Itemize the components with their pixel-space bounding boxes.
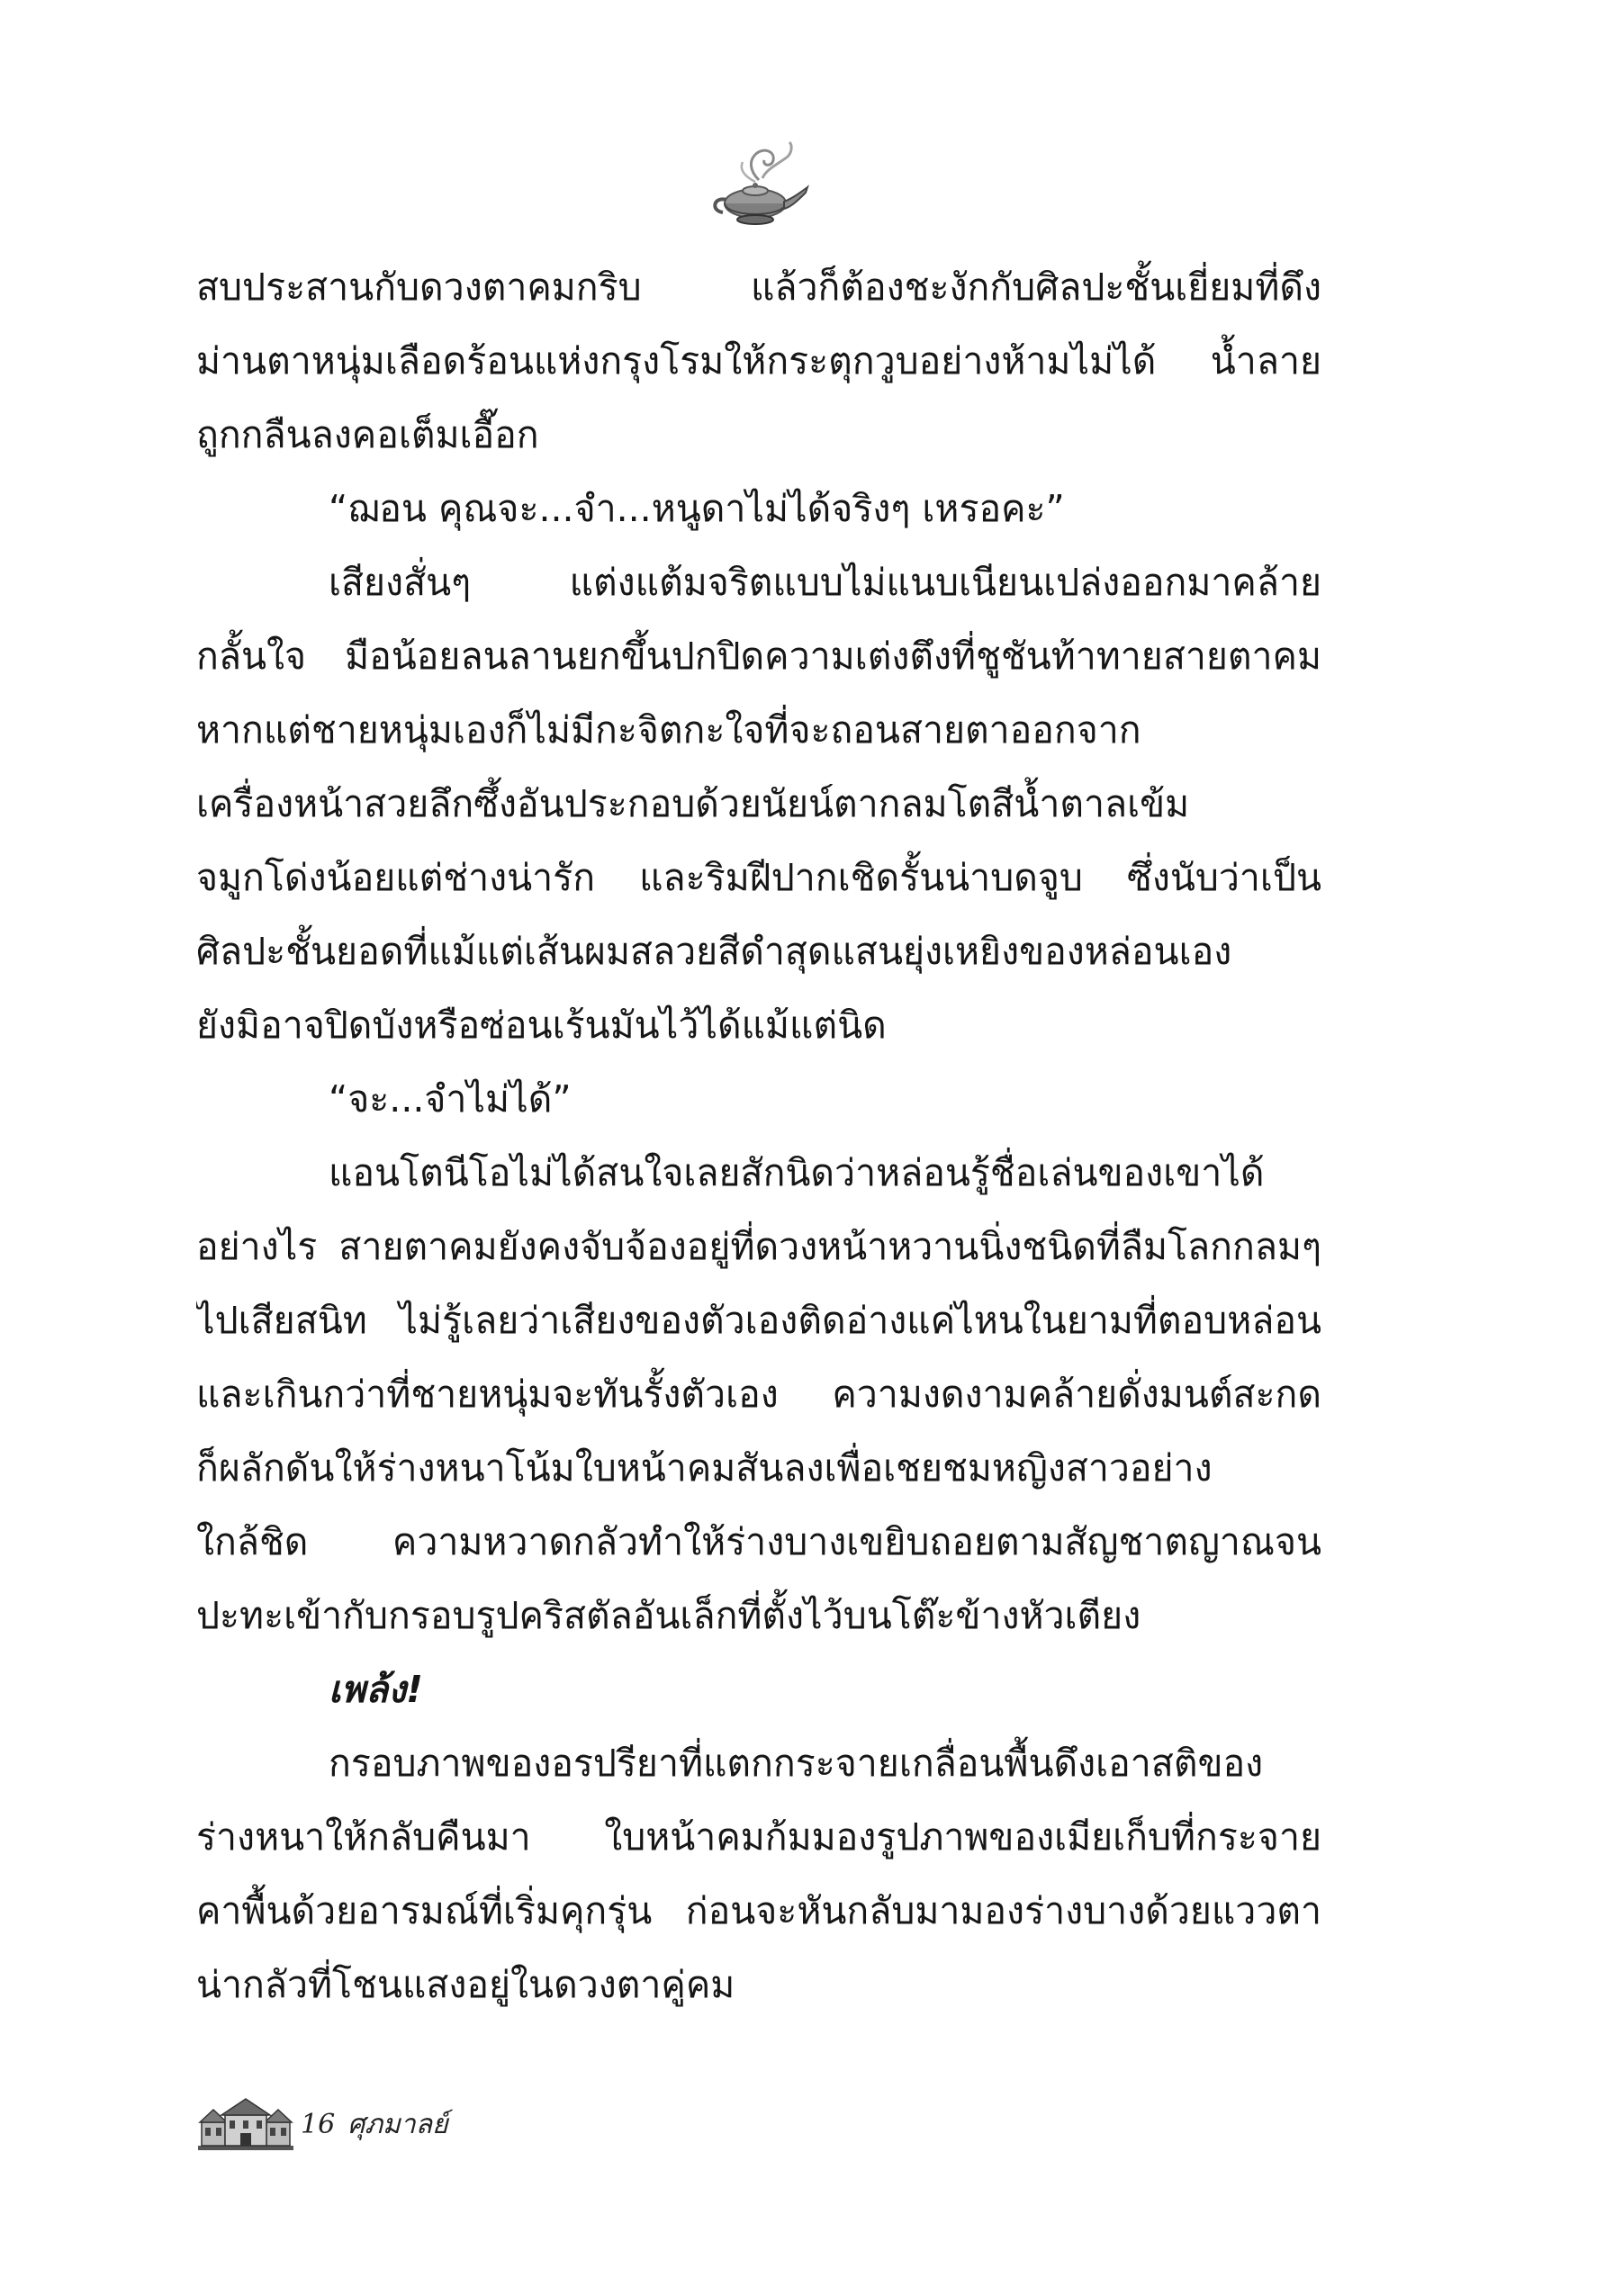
text-line: ยังมิอาจปิดบังหรือซ่อนเร้นมันไว้ได้แม้แต่นิด (196, 1004, 887, 1047)
text-line: คาพื้นด้วยอารมณ์ที่เริ่มคุกรุ่น ก่อนจะหันกลับมามองร่างบางด้วยแววตา (196, 1889, 1321, 1932)
text-line: ม่านตาหนุ่มเลือดร้อนแห่งกรุงโรมให้กระตุกวูบอย่างห้ามไม่ได้ น้ำลาย (196, 339, 1321, 383)
text-line: น่ากลัวที่โชนแสงอยู่ในดวงตาคู่คม (196, 1963, 735, 2006)
publisher-name: ศุภมาลย์ (347, 2108, 448, 2140)
text-line: ก็ผลักดันให้ร่างหนาโน้มใบหน้าคมสันลงเพื่อเชยชมหญิงสาวอย่าง (196, 1446, 1213, 1490)
page-footer (196, 2093, 448, 2156)
text-line: เพล้ง! (329, 1668, 423, 1711)
text-line: กรอบภาพของอรปรียาที่แตกกระจายเกลื่อนพื้นดึงเอาสติของ (329, 1742, 1264, 1785)
text-line: ปะทะเข้ากับกรอบรูปคริสตัลอันเล็กที่ตั้งไว้บนโต๊ะข้างหัวเตียง (196, 1594, 1141, 1637)
body-text (196, 250, 1321, 2021)
text-line: ถูกกลืนลงคอเต็มเอื๊อก (196, 413, 539, 456)
text-line: แอนโตนีโอไม่ได้สนใจเลยสักนิดว่าหล่อนรู้ชื่อเล่นของเขาได้ (329, 1151, 1265, 1194)
text-line: “จะ...จำไม่ได้” (329, 1077, 572, 1121)
text-line: เครื่องหน้าสวยลึกซึ้งอันประกอบด้วยนัยน์ตากลมโตสีน้ำตาลเข้ม (196, 782, 1190, 825)
text-line: ศิลปะชั้นยอดที่แม้แต่เส้นผมสลวยสีดำสุดแสนยุ่งเหยิงของหล่อนเอง (196, 930, 1232, 973)
text-line: และเกินกว่าที่ชายหนุ่มจะทันรั้งตัวเอง ความงดงามคล้ายดั่งมนต์สะกด (196, 1373, 1321, 1416)
palace-building-icon (196, 2095, 295, 2153)
text-line: ใกล้ชิด ความหวาดกลัวทำให้ร่างบางเขยิบถอยตามสัญชาตญาณจน (196, 1520, 1321, 1563)
text-line: หากแต่ชายหนุ่มเองก็ไม่มีกะจิตกะใจที่จะถอนสายตาออกจาก (196, 708, 1141, 752)
text-line: กลั้นใจ มือน้อยลนลานยกขึ้นปกปิดความเต่งตึงที่ชูชันท้าทายสายตาคม (196, 635, 1321, 678)
magic-lamp-icon (703, 137, 811, 236)
page-number: 16 (301, 2108, 336, 2140)
text-line: จมูกโด่งน้อยแต่ช่างน่ารัก และริมฝีปากเชิดรั้นน่าบดจูบ ซึ่งนับว่าเป็น (196, 856, 1321, 899)
text-line: ไปเสียสนิท ไม่รู้เลยว่าเสียงของตัวเองติดอ่างแค่ไหนในยามที่ตอบหล่อน (196, 1299, 1321, 1342)
text-line: สบประสานกับดวงตาคมกริบ แล้วก็ต้องชะงักกับศิลปะชั้นเยี่ยมที่ดึง (196, 266, 1321, 309)
text-line: ร่างหนาให้กลับคืนมา ใบหน้าคมก้มมองรูปภาพของเมียเก็บที่กระจาย (196, 1815, 1321, 1859)
text-line: อย่างไร สายตาคมยังคงจับจ้องอยู่ที่ดวงหน้าหวานนิ่งชนิดที่ลืมโลกกลมๆ (196, 1225, 1321, 1268)
text-line: “ฌอน คุณจะ...จำ...หนูดาไม่ได้จริงๆ เหรอคะ” (329, 487, 1065, 530)
text-line: เสียงสั่นๆ แต่งแต้มจริตแบบไม่แนบเนียนเปล่งออกมาคล้าย (329, 561, 1321, 604)
